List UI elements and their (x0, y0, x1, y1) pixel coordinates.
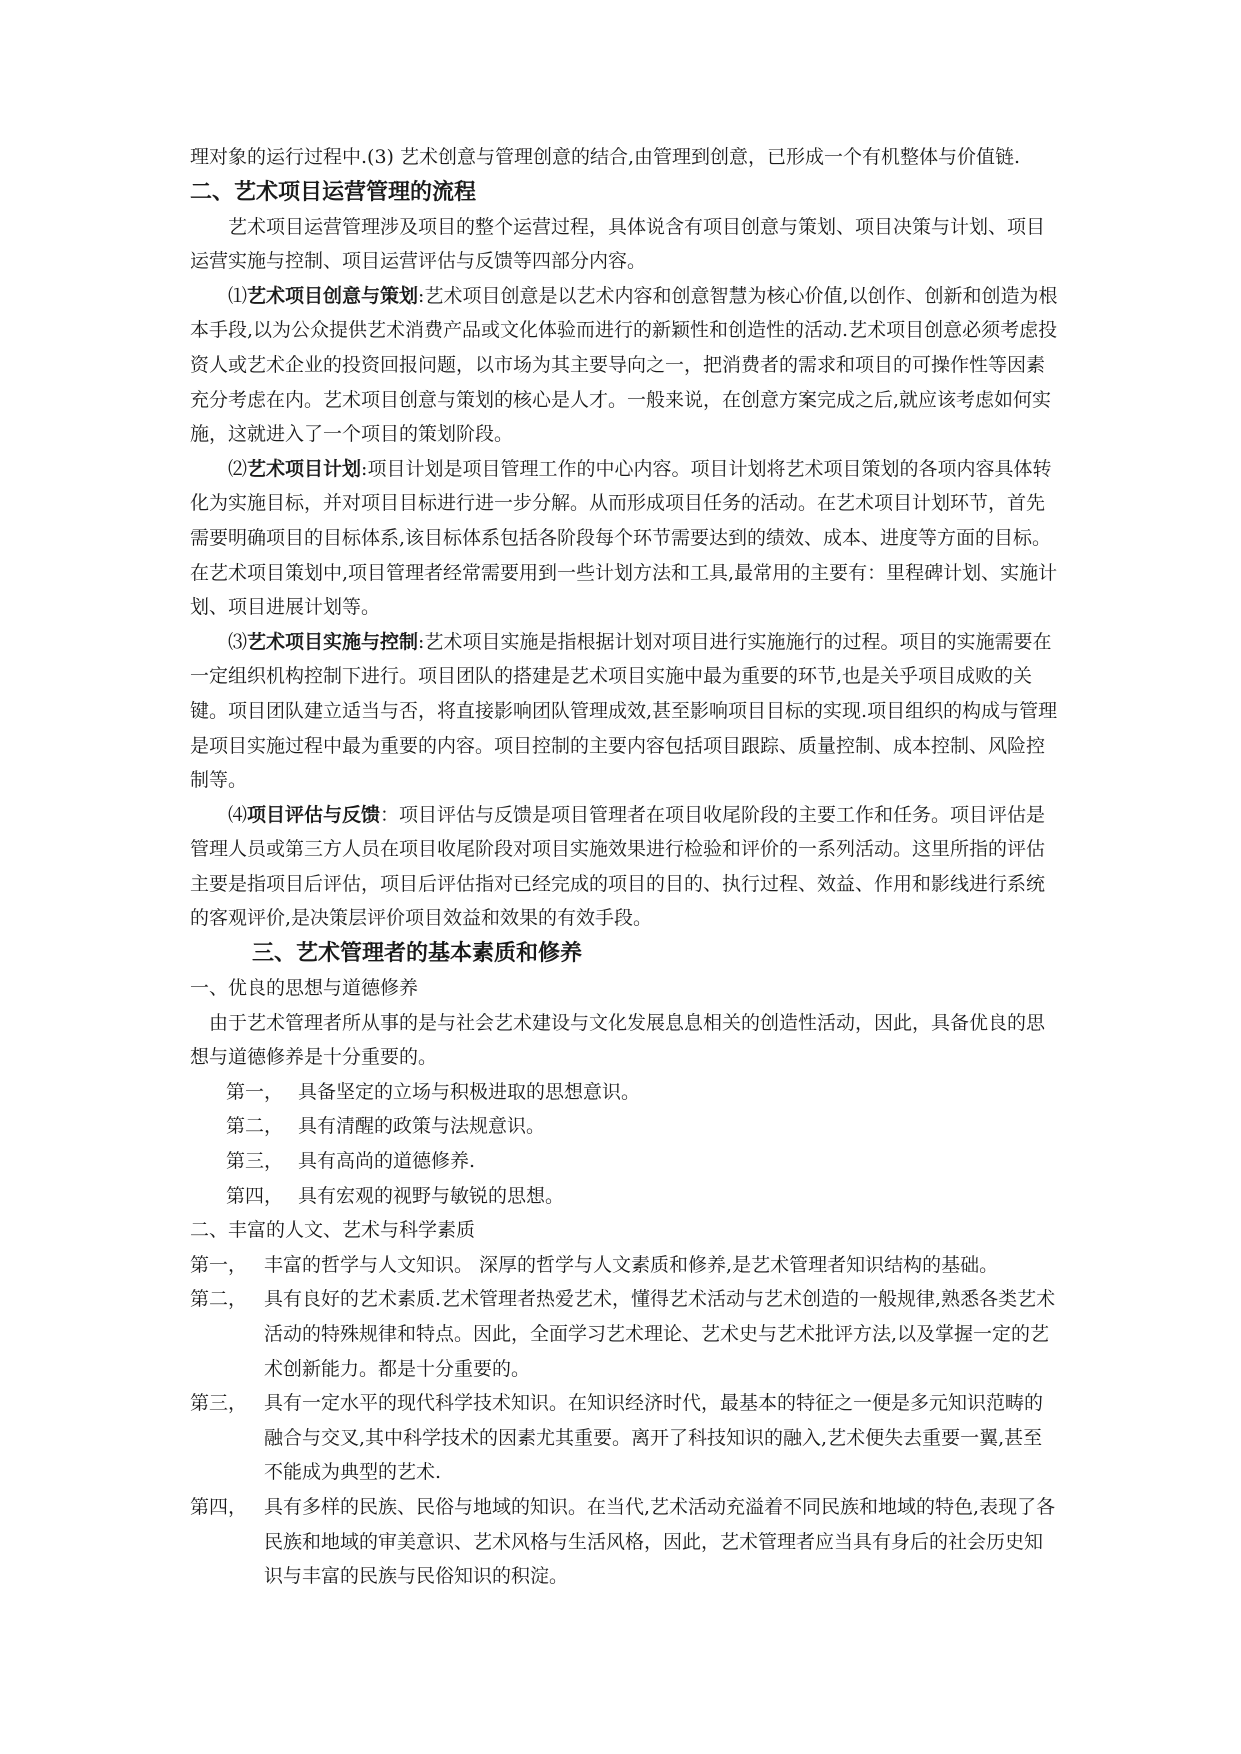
item-text: 具有高尚的道德修养. (298, 1150, 476, 1173)
subsection-1-title: 一、优良的思想与道德修养 (190, 977, 419, 1000)
intro-paragraph: 理对象的运行过程中.(3) 艺术创意与管理创意的结合,由管理到创意，已形成一个有机整体与价值链. (190, 146, 1021, 168)
item-separator: : (418, 284, 425, 307)
section-2-heading: 二、艺术项目运营管理的流程 (190, 179, 477, 205)
item-text: 项目计划是项目管理工作的中心内容。项目计划将艺术项目策划的各项内容具体转化为实施目标，并对项目目标进行进一步分解。从而形成项目任务的活动。在艺术项目计划环节，首先需要明确项目的目标体系,该目标体系包括各阶段每个环节需要达到的绩效、成本、进度等方面的目标。在艺术项目策划中,项目管理者经常需要用到一些计划方法和工具,最常用的主要有：里程碑计划、实施计划、项目进展计划等。 (190, 457, 1058, 619)
item-text: 具有宏观的视野与敏锐的思想。 (298, 1184, 565, 1207)
item-label: 第三， (226, 1150, 284, 1173)
item-separator: : (361, 457, 368, 480)
knowledge-item-1 (190, 1248, 1060, 1283)
quality-item-4 (190, 1179, 1060, 1214)
process-item-4 (190, 798, 1060, 936)
item-title: 艺术项目实施与控制 (247, 630, 419, 653)
item-text: 具备坚定的立场与积极进取的思想意识。 (298, 1080, 641, 1103)
subsection-2-title: 二、丰富的人文、艺术与科学素质 (190, 1219, 476, 1242)
item-label: 第一， (190, 1253, 248, 1276)
item-label: 第一， (226, 1080, 284, 1103)
item-text: 具有一定水平的现代科学技术知识。在知识经济时代，最基本的特征之一便是多元知识范畴的融合与交叉,其中科学技术的因素尤其重要。离开了科技知识的融入,艺术便失去重要一翼,甚至不能成为典型的艺术. (264, 1392, 1044, 1484)
item-text: 丰富的哲学与人文知识。 深厚的哲学与人文素质和修养,是艺术管理者知识结构的基础。 (264, 1253, 999, 1276)
subsection-1-intro: 由于艺术管理者所从事的是与社会艺术建设与文化发展息息相关的创造性活动，因此，具备优良的思想与道德修养是十分重要的。 (190, 1011, 1046, 1069)
quality-item-1 (190, 1075, 1060, 1110)
quality-item-2 (190, 1109, 1060, 1144)
knowledge-item-2 (190, 1282, 1060, 1386)
section-3-heading: 三、艺术管理者的基本素质和修养 (252, 941, 583, 967)
item-title: 艺术项目创意与策划 (247, 284, 419, 307)
item-text: 项目评估与反馈是项目管理者在项目收尾阶段的主要工作和任务。项目评估是管理人员或第三方人员在项目收尾阶段对项目实施效果进行检验和评价的一系列活动。这里所指的评估主要是指项目后评估，项目后评估指对已经完成的项目的目的、执行过程、效益、作用和影线进行系统的客观评价,是决策层评价项目效益和效果的有效手段。 (190, 803, 1046, 930)
item-number: ⑵ (228, 457, 248, 480)
knowledge-item-4 (190, 1490, 1060, 1594)
item-title: 艺术项目计划 (247, 457, 362, 480)
item-label: 第二， (190, 1288, 248, 1311)
item-label: 第二， (226, 1115, 284, 1138)
item-number: ⑷ (228, 803, 248, 826)
item-text: 具有良好的艺术素质.艺术管理者热爱艺术，懂得艺术活动与艺术创造的一般规律,熟悉各类艺术活动的特殊规律和特点。因此，全面学习艺术理论、艺术史与艺术批评方法,以及掌握一定的艺术创新能力。都是十分重要的。 (264, 1288, 1056, 1380)
process-item-3 (190, 625, 1060, 798)
item-separator: : (418, 630, 425, 653)
item-separator: ： (380, 803, 400, 826)
item-text: 艺术项目创意是以艺术内容和创意智慧为核心价值,以创作、创新和创造为根本手段,以为公众提供艺术消费产品或文化体验而进行的新颖性和创造性的活动.艺术项目创意必须考虑投资人或艺术企业的投资回报问题，以市场为其主要导向之一，把消费者的需求和项目的可操作性等因素充分考虑在内。艺术项目创意与策划的核心是人才。一般来说，在创意方案完成之后,就应该考虑如何实施，这就进入了一个项目的策划阶段。 (190, 284, 1058, 446)
item-text: 艺术项目实施是指根据计划对项目进行实施施行的过程。项目的实施需要在一定组织机构控制下进行。项目团队的搭建是艺术项目实施中最为重要的环节,也是关乎项目成败的关键。项目团队建立适当与否，将直接影响团队管理成效,甚至影响项目目标的实现.项目组织的构成与管理是项目实施过程中最为重要的内容。项目控制的主要内容包括项目跟踪、质量控制、成本控制、风险控制等。 (190, 630, 1058, 792)
process-item-2 (190, 452, 1060, 625)
item-label: 第四， (190, 1495, 248, 1518)
process-item-1 (190, 279, 1060, 452)
knowledge-item-3 (190, 1386, 1060, 1490)
quality-item-3 (190, 1144, 1060, 1179)
section-2-intro: 艺术项目运营管理涉及项目的整个运营过程，具体说含有项目创意与策划、项目决策与计划、项目运营实施与控制、项目运营评估与反馈等四部分内容。 (190, 215, 1046, 273)
item-number: ⑴ (228, 284, 248, 307)
document-page (190, 140, 1060, 1594)
item-label: 第三， (190, 1392, 248, 1415)
item-title: 项目评估与反馈 (247, 803, 381, 826)
item-label: 第四， (226, 1184, 284, 1207)
item-number: ⑶ (228, 630, 248, 653)
item-text: 具有多样的民族、民俗与地域的知识。在当代,艺术活动充溢着不同民族和地域的特色,表现了各民族和地域的审美意识、艺术风格与生活风格，因此，艺术管理者应当具有身后的社会历史知识与丰富的民族与民俗知识的积淀。 (264, 1495, 1056, 1588)
item-text: 具有清醒的政策与法规意识。 (298, 1115, 546, 1138)
